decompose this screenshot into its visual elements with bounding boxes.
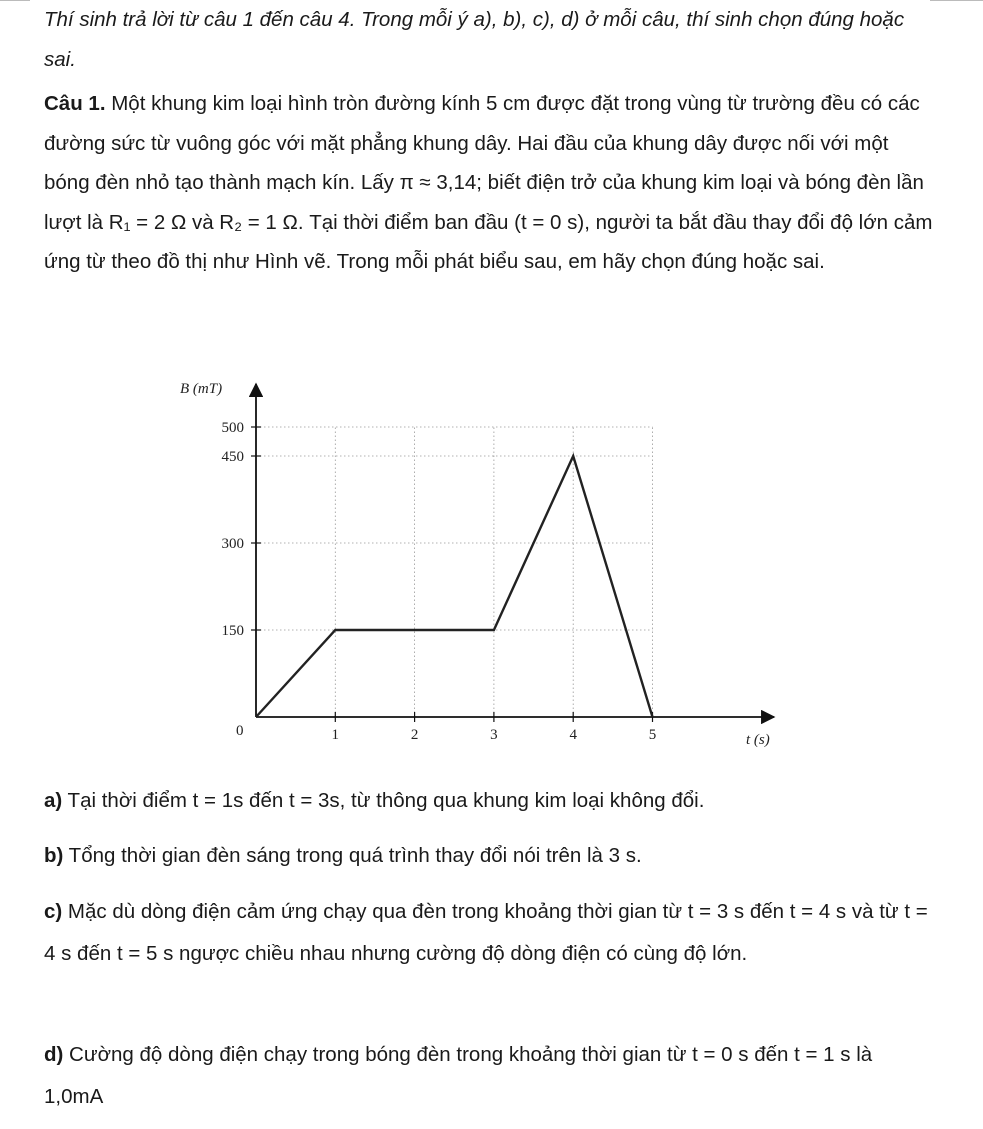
x-tick-label: 5 <box>648 727 657 743</box>
page-corner-mark-left <box>0 0 30 1</box>
x-axis-label: t (s) <box>746 732 770 748</box>
question-1 <box>44 84 934 282</box>
option-b <box>44 835 934 877</box>
y-tick-label: 450 <box>221 449 244 465</box>
y-axis-label: B (mT) <box>180 381 223 397</box>
y-tick-label: 150 <box>221 623 244 639</box>
option-c-text: Mặc dù dòng điện cảm ứng chạy qua đèn trong khoảng thời gian từ t = 3 s đến t = 4 s và từ t = 4 s đến t = 5 s ngược chiều nhau nhưng cường độ dòng điện có cùng độ lớn. <box>44 900 928 965</box>
option-d-label: d) <box>44 1043 64 1066</box>
option-c-label: c) <box>44 900 63 923</box>
question-text: Một khung kim loại hình tròn đường kính 5 cm được đặt trong vùng từ trường đều có các đường sức từ vuông góc với mặt phẳng khung dây. Hai đầu của khung dây được nối với một bóng đèn nhỏ tạo thành mạch kín. Lấy π ≈ 3,14; biết điện trở của khung kim loại và bóng đèn lần lượt là R₁ = 2 Ω và R₂ = 1 Ω. Tại thời điểm ban đầu (t = 0 s), người ta bắt đầu thay đổi độ lớn cảm ứng từ theo đồ thị như Hình vẽ. Trong mỗi phát biểu sau, em hãy chọn đúng hoặc sai. <box>44 92 933 273</box>
chart-grid <box>256 427 653 717</box>
option-d <box>44 1034 934 1118</box>
option-b-text: Tổng thời gian đèn sáng trong quá trình thay đổi nói trên là 3 s. <box>63 844 642 867</box>
y-tick-label: 300 <box>221 536 244 552</box>
x-tick-label: 4 <box>569 727 577 743</box>
b-field-series-line <box>256 456 653 717</box>
option-a-text: Tại thời điểm t = 1s đến t = 3s, từ thông qua khung kim loại không đổi. <box>62 789 705 812</box>
option-d-text: Cường độ dòng điện chạy trong bóng đèn trong khoảng thời gian từ t = 0 s đến t = 1 s là 1,0mA <box>44 1043 873 1108</box>
y-tick-label: 500 <box>221 420 244 436</box>
magnetic-field-graph <box>170 370 810 750</box>
option-a-label: a) <box>44 789 63 812</box>
instructions-text: Thí sinh trả lời từ câu 1 đến câu 4. Trong mỗi ý a), b), c), d) ở mỗi câu, thí sinh chọn đúng hoặc sai. <box>44 8 905 71</box>
question-label: Câu 1. <box>44 92 106 115</box>
origin-label: 0 <box>236 723 244 739</box>
option-b-label: b) <box>44 844 64 867</box>
option-a <box>44 780 934 822</box>
x-tick-label: 1 <box>331 727 340 743</box>
option-c <box>44 891 934 975</box>
page-corner-mark-right <box>930 0 983 1</box>
x-tick-label: 3 <box>490 727 498 743</box>
x-tick-label: 2 <box>410 727 419 743</box>
